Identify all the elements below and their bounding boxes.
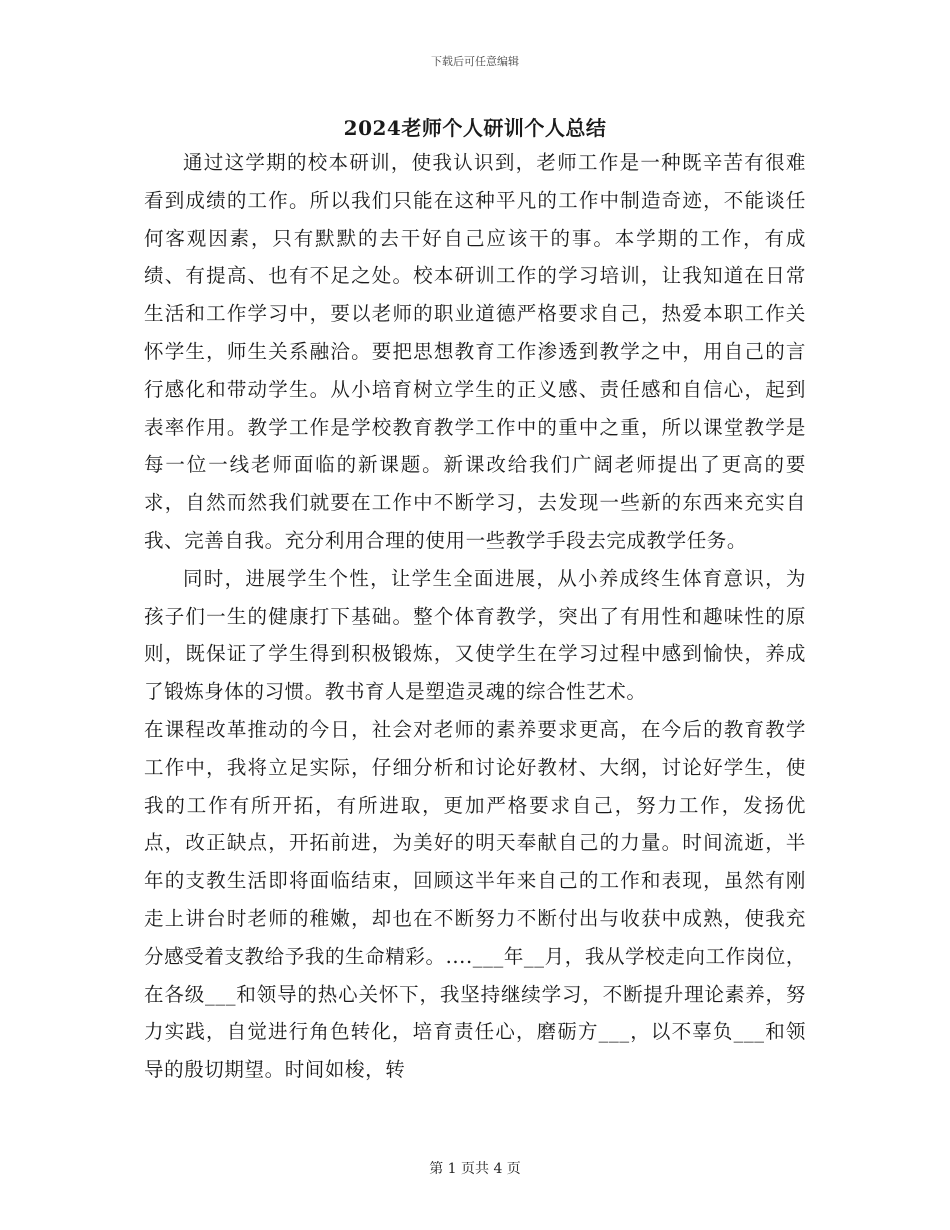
paragraph-3: 在课程改革推动的今日，社会对老师的素养要求更高，在今后的教育教学工作中，我将立足实际，仔细分析和讨论好教材、大纲，讨论好学生，使我的工作有所开拓，有所进取，更加严格要求自己，努力工作，发扬优点，改正缺点，开拓前进，为美好的明天奉献自己的力量。时间流逝，半年的支教生活即将面临结束，回顾这半年来自己的工作和表现，虽然有刚走上讲台时老师的稚嫩，却也在不断努力不断付出与收获中成熟，使我充分感受着支教给予我的生命精彩。....___年__月，我从学校走向工作岗位，在各级___和领导的热心关怀下，我坚持继续学习，不断提升理论素养，努力实践，自觉进行角色转化，培育责任心，磨砺方___，以不辜负___和领导的殷切期望。时间如梭，转 — [144, 717, 806, 1082]
paragraph-2: 同时，进展学生个性，让学生全面进展，从小养成终生体育意识，为孩子们一生的健康打下基础。整个体育教学，突出了有用性和趣味性的原则，既保证了学生得到积极锻炼，又使学生在学习过程中感到愉快，养成了锻炼身体的习惯。教书育人是塑造灵魂的综合性艺术。 — [144, 566, 806, 704]
page-number: 第 1 页共 4 页 — [429, 1161, 521, 1177]
paragraph-1: 通过这学期的校本研训，使我认识到，老师工作是一种既辛苦有很难看到成绩的工作。所以我们只能在这种平凡的工作中制造奇迹，不能谈任何客观因素，只有默默的去干好自己应该干的事。本学期的工作，有成绩、有提高、也有不足之处。校本研训工作的学习培训，让我知道在日常生活和工作学习中，要以老师的职业道德严格要求自己，热爱本职工作关怀学生，师生关系融洽。要把思想教育工作渗透到教学之中，用自己的言行感化和带动学生。从小培育树立学生的正义感、责任感和自信心，起到表率作用。教学工作是学校教育教学工作中的重中之重，所以课堂教学是每一位一线老师面临的新课题。新课改给我们广阔老师提出了更高的要求，自然而然我们就要在工作中不断学习，去发现一些新的东西来充实自我、完善自我。充分利用合理的使用一些教学手段去完成教学任务。 — [144, 151, 806, 552]
document-body — [144, 144, 806, 1089]
document-title: 2024老师个人研训个人总结 — [343, 116, 607, 140]
header-note: 下载后可任意编辑 — [431, 55, 519, 68]
